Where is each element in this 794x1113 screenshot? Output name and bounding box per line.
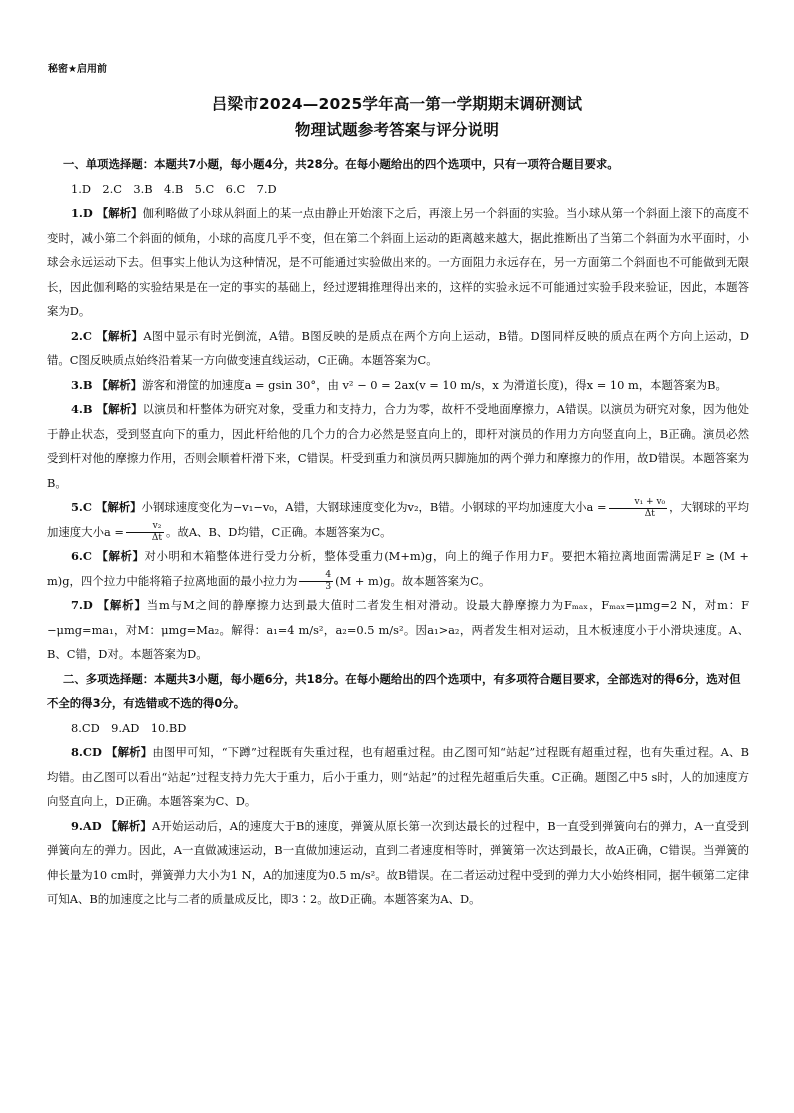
q6-explanation [47,544,749,593]
q3-text: 游客和滑筐的加速度a = gsin 30°，由 v² − 0 = 2ax(v = 10 m/s，x 为滑道长度)，得x = 10 m，本题答案为B。 [142,377,727,392]
q2-explanation [47,324,749,373]
q5-text-c: 。故A、B、D均错，C正确。本题答案为C。 [166,524,392,539]
q9-text: A开始运动后，A的速度大于B的速度，弹簧从原长第一次到达最长的过程中，B一直受到弹簧向右的弹力，A一直受到弹簧向左的弹力。因此，A一直做减速运动，B一直做加速运动，直到二者速度相等时，弹簧第一次达到最长，故A正确，C错误。当弹簧的伸长量为10 cm时，弹簧弹力大小为1 N，A的加速度为0.5 m/s²。故B错误。在二者运动过程中受到的弹力大小始终相同，据牛顿第二定律可知A、B的加速度之比与二者的质量成反比，即3∶2。故D正确。本题答案为A、D。 [47,818,750,906]
q2-tag: 2.C 【解析】 [71,328,144,343]
q2-text: A图中显示有时光倒流，A错。B图反映的是质点在两个方向上运动，B错。D图同样反映的质点在两个方向上运动，D错。C图反映质点始终沿着某一方向做变速直线运动，C正确。本题答案为C。 [47,328,749,367]
confidential-label: 秘密★启用前 [48,64,107,75]
q6-text-a: 对小明和木箱整体进行受力分析，整体受重力(M+m)g，向上的绳子作用力F。要把木箱拉离地面需满足F ≥ (M + m)g，四个拉力中能将箱子拉离地面的最小拉力为 [47,549,749,588]
q5-text-b: ，大钢球的平均加速度大小a = [47,500,749,539]
q3-tag: 3.B 【解析】 [71,377,143,392]
q6-text-b: (M + m)g。故本题答案为C。 [335,573,491,588]
q7-tag: 7.D 【解析】 [71,598,147,612]
q4-text: 以演员和杆整体为研究对象，受重力和支持力，合力为零，故杆不受地面摩擦力，A错误。以演员为研究对象，因为他处于静止状态，受到竖直向下的重力，因此杆给他的几个力的合力必然是竖直向上的，即杆对演员的作用力方向竖直向上，B正确。演员必然受到杆对他的摩擦力作用，否则会顺着杆滑下来，C错误。杆受到重力和演员两只脚施加的两个弹力和摩擦力的作用，故D错误。本题答案为B。 [47,402,749,490]
q1-text: 伽利略做了小球从斜面上的某一点由静止开始滚下之后，再滚上另一个斜面的实验。当小球从第一个斜面上滚下的高度不变时，减小第二个斜面的倾角，小球的高度几乎不变，但在第二个斜面上运动的距离越来越大，据此推断出了当第二个斜面为水平面时，小球会永远运动下去。但事实上他认为这种情况，是不可能通过实验做出来的。一方面阻力永远存在，另一方面第二个斜面也不可能做到无限长，因此伽利略的实验结果是在一定的事实的基础上，经过逻辑推理得出来的，这样的实验永远不可能通过实验手段来验证，因此，本题答案为D。 [47,206,749,318]
q6-frac-numerator: 4 [299,571,333,582]
q7-explanation [47,593,749,667]
q8-explanation [47,740,749,814]
q5-frac1-denominator: Δt [644,508,655,519]
q5-explanation [47,495,749,544]
q4-explanation [47,397,749,495]
q1-tag: 1.D 【解析】 [71,206,143,220]
document-title: 吕梁市2024—2025学年高一第一学期期末调研测试 [211,95,583,113]
q6-fraction [299,571,333,592]
answer-content [47,152,749,912]
q9-explanation [47,814,749,912]
document-subtitle: 物理试题参考答案与评分说明 [294,121,500,139]
q6-frac-denominator: 3 [325,582,332,592]
section2-answer-key: 8.CD 9.AD 10.BD [71,720,187,735]
q5-frac1-numerator: v₁ + v₀ [609,498,668,509]
q5-frac2-denominator: Δt [151,533,163,543]
q5-frac2-numerator: v₂ [126,522,164,533]
q9-tag: 9.AD 【解析】 [71,818,152,833]
section1-heading: 一、单项选择题：本题共7小题，每小题4分，共28分。在每小题给出的四个选项中，只有一项符合题目要求。 [63,157,619,171]
q4-tag: 4.B 【解析】 [71,402,143,416]
section1-answer-key: 1.D 2.C 3.B 4.B 5.C 6.C 7.D [71,181,277,196]
q5-tag: 5.C 【解析】 [71,500,142,514]
q6-tag: 6.C 【解析】 [71,549,145,563]
q5-fraction-small-ball [609,498,668,519]
q3-explanation [47,373,749,398]
section2-heading: 二、多项选择题：本题共3小题，每小题6分，共18分。在每小题给出的四个选项中，有多项符合题目要求，全部选对的得6分，选对但不全的得3分，有选错或不选的得0分。 [47,671,741,710]
q8-tag: 8.CD 【解析】 [71,745,153,759]
q5-text-a: 小钢球速度变化为−v₁−v₀，A错，大钢球速度变化为v₂，B错。小钢球的平均加速度大小a = [141,500,607,514]
q1-explanation [47,201,749,324]
q7-text: 当m与M之间的静摩擦力达到最大值时二者发生相对滑动。设最大静摩擦力为Fₘₐₓ，Fₘₐₓ=μmg=2 N，对m：F −μmg=ma₁，对M：μmg=Ma₂。解得：a₁=4 m/s²，a₂=0.5 m/s²。因a₁>a₂，两者发生相对运动，且木板速度小于小滑块速度。A、B、C错，D对。本题答案为D。 [47,598,749,661]
q8-text: 由图甲可知，“下蹲”过程既有失重过程，也有超重过程。由乙图可知“站起”过程既有超重过程，也有失重过程。A、B均错。由乙图可以看出“站起”过程支持力先大于重力，后小于重力，则“站起”的过程先超重后失重。C正确。题图乙中5 s时，人的加速度方向竖直向上，D正确。本题答案为C、D。 [47,745,749,808]
q5-fraction-large-ball [126,522,164,543]
